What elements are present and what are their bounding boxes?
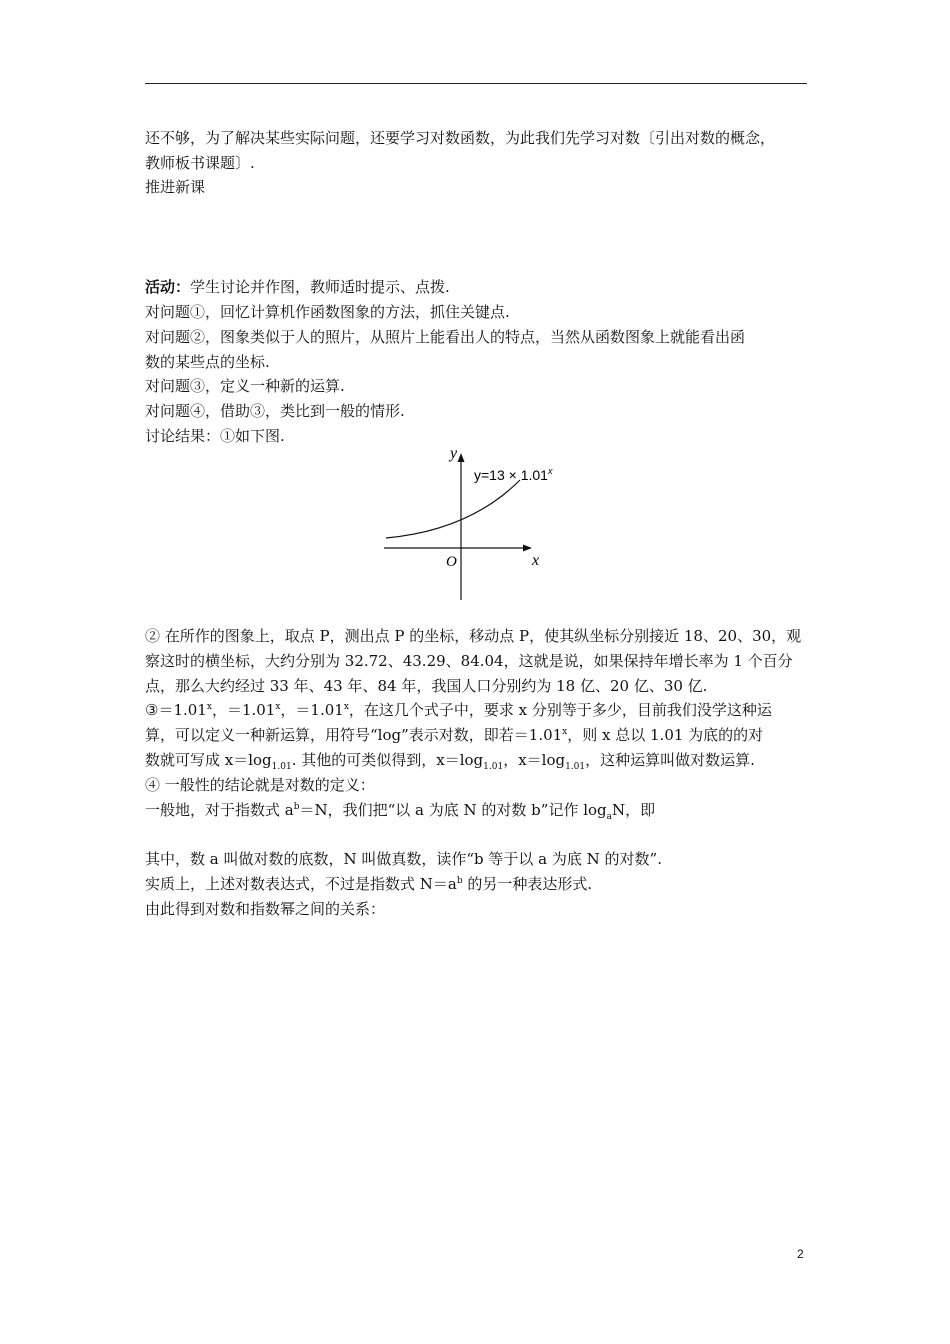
p3-segment-a: ③＝1.01 — [145, 701, 207, 719]
p5-segment-c: N，即 — [612, 801, 656, 819]
question-4-text: 对问题④，借助③，类比到一般的情形. — [145, 402, 405, 420]
exponential-graph-figure — [380, 440, 580, 605]
p3-segment-d: ，在这几个式子中，要求 x 分别等于多少，目前我们没学这种运 — [348, 701, 772, 719]
activity-text: 学生讨论并作图，教师适时提示、点拨. — [190, 278, 450, 296]
p3-line2-segment-b: ，则 x 总以 1.01 为底的的对 — [567, 726, 764, 744]
p3-line3-segment-c: ，x＝log — [503, 751, 566, 769]
x-axis-label: x — [532, 552, 540, 569]
p3-line3-subscript-c: 1.01 — [565, 762, 586, 772]
p3-line3-segment-a: 数就可写成 x＝log — [145, 751, 272, 769]
p3-exponent-c: x — [343, 702, 349, 712]
p3-line3-subscript-a: 1.01 — [271, 762, 292, 772]
p3-line2-exponent: x — [562, 727, 568, 737]
paragraph-5 — [145, 798, 815, 822]
p3-segment-b: ，＝1.01 — [211, 701, 276, 719]
p5-exponent: b — [293, 802, 300, 812]
y-axis-label: y — [450, 445, 458, 462]
question-3-text: 对问题③，定义一种新的运算. — [145, 377, 345, 395]
paragraph-6: 其中，数 a 叫做对数的底数，N 叫做真数，读作“b 等于以 a 为底 N 的对数”. — [145, 850, 662, 868]
paragraph-3-line1 — [145, 698, 815, 722]
header-rule — [145, 83, 807, 84]
exponential-curve — [386, 480, 520, 538]
p3-line2-segment-a: 算，可以定义一种新运算，用符号“log”表示对数，即若＝1.01 — [145, 726, 563, 744]
p7-segment-a: 实质上，上述对数表达式，不过是指数式 N＝a — [145, 875, 457, 893]
p3-segment-c: ，＝1.01 — [280, 701, 344, 719]
paragraph-3-line2 — [145, 723, 815, 747]
paragraph-7 — [145, 872, 815, 896]
p3-line3-segment-b: . 其他的可类似得到，x＝log — [291, 751, 484, 769]
x-axis-arrow — [523, 545, 532, 552]
p3-line3-subscript-b: 1.01 — [483, 762, 504, 772]
section-title: 推进新课 — [145, 178, 206, 196]
question-1-text: 对问题①，回忆计算机作函数图象的方法，抓住关键点. — [145, 303, 510, 321]
paragraph-2-line3: 点，那么大约经过 33 年、43 年、84 年，我国人口分别约为 18 亿、20 亿、30 亿. — [145, 677, 708, 695]
paragraph-2-line1: ② 在所作的图象上，取点 P，测出点 P 的坐标，移动点 P，使其纵坐标分别接近 18、20、30，观 — [145, 627, 802, 645]
paragraph-intro-line1: 还不够，为了解决某些实际问题，还要学习对数函数，为此我们先学习对数〔引出对数的概念， — [145, 129, 776, 147]
curve-label-prefix: y=13 × 1.01 — [474, 467, 548, 483]
p3-line3-segment-d: ，这种运算叫做对数运算. — [585, 751, 755, 769]
question-2-line1: 对问题②，图象类似于人的照片，从照片上能看出人的特点，当然从函数图象上就能看出函 — [145, 328, 746, 346]
graph-svg — [380, 440, 580, 605]
p7-segment-b: 的另一种表达形式. — [462, 875, 593, 893]
curve-label — [474, 466, 553, 483]
page-number: 2 — [797, 1247, 804, 1261]
activity-label: 活动： — [145, 278, 191, 296]
paragraph-2-line2: 察这时的横坐标，大约分别为 32.72、43.29、84.04，这就是说，如果保持年增长率为 1 个百分 — [145, 652, 793, 670]
p3-exponent-a: x — [206, 702, 212, 712]
p7-exponent: b — [456, 876, 463, 886]
p5-segment-a: 一般地，对于指数式 a — [145, 801, 294, 819]
discussion-result: 讨论结果：①如下图. — [145, 427, 285, 445]
paragraph-3-line3 — [145, 748, 815, 772]
paragraph-intro-line2: 教师板书课题〕. — [145, 154, 255, 172]
y-axis-arrow — [458, 453, 465, 462]
paragraph-8: 由此得到对数和指数幂之间的关系： — [145, 900, 386, 918]
origin-label: O — [446, 554, 457, 570]
p5-subscript: a — [606, 812, 613, 822]
activity-line — [145, 275, 815, 299]
curve-label-exponent: x — [547, 466, 553, 476]
paragraph-4: ④ 一般性的结论就是对数的定义： — [145, 776, 375, 794]
p3-exponent-b: x — [275, 702, 281, 712]
question-2-line2: 数的某些点的坐标. — [145, 353, 270, 371]
p5-segment-b: ＝N，我们把“以 a 为底 N 的对数 b”记作 log — [299, 801, 607, 819]
